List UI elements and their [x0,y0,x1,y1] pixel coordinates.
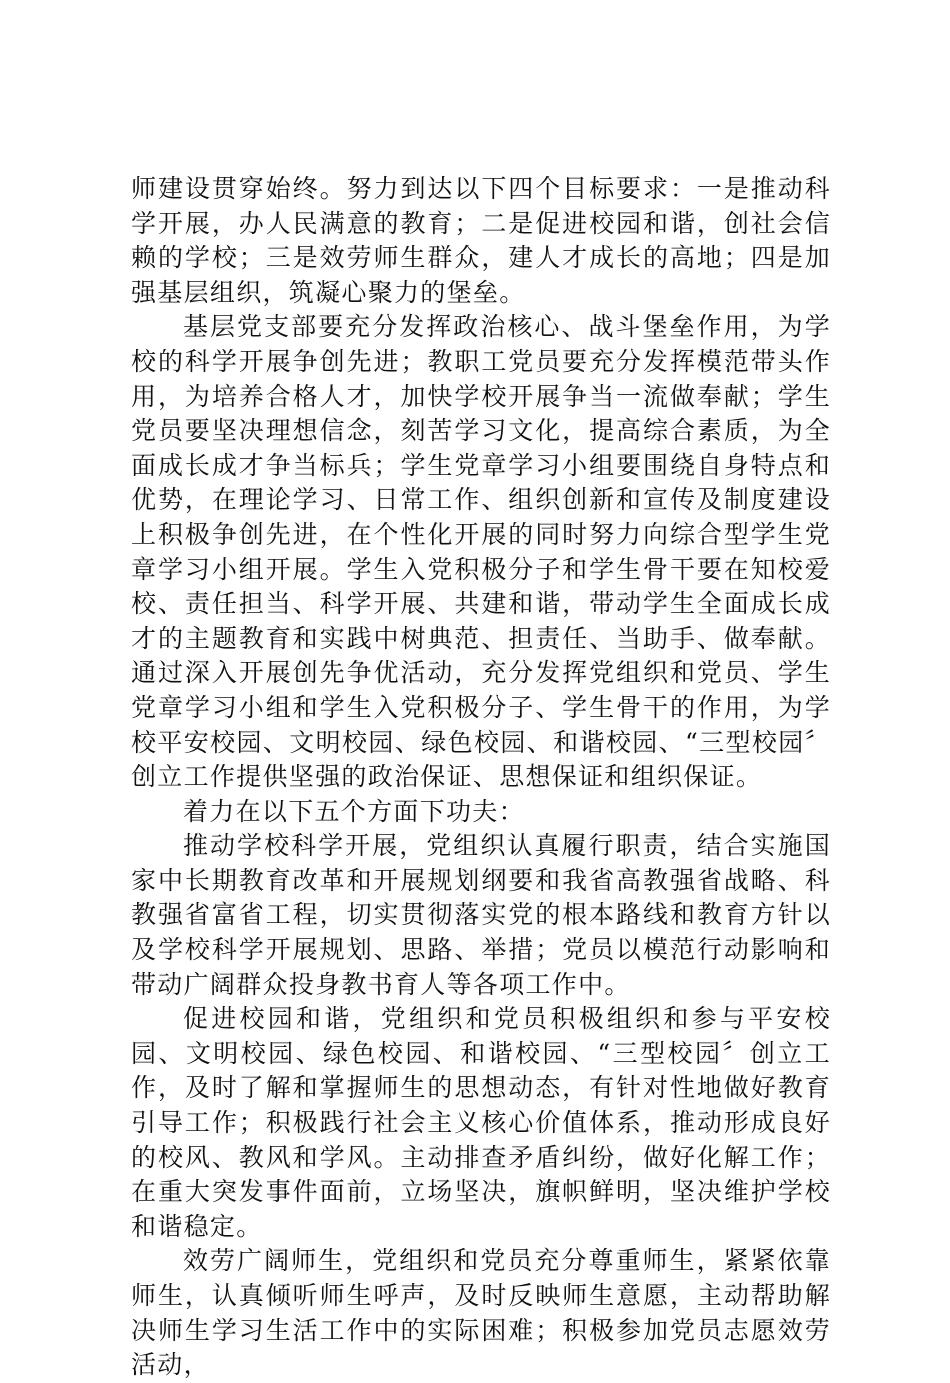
document-body [131,172,831,1383]
paragraph-campus-harmony: 促进校园和谐，党组织和党员积极组织和参与平安校园、文明校园、绿色校园、和谐校园、“三型校园〞创立工作，及时了解和掌握师生的思想动态，有针对性地做好教育引导工作；积极践行社会主义核心价值体系，推动形成良好的校风、教风和学风。主动排查矛盾纠纷，做好化解工作；在重大突发事件面前，立场坚决，旗帜鲜明，坚决维护学校和谐稳定。 [131,1004,831,1241]
paragraph-five-aspects-intro: 着力在以下五个方面下功夫： [183,796,525,826]
paragraph-serve-teachers-students: 效劳广阔师生，党组织和党员充分尊重师生，紧紧依靠师生，认真倾听师生呼声，及时反映师生意愿，主动帮助解决师生学习生活工作中的实际困难；积极参加党员志愿效劳活动， [131,1246,831,1380]
paragraph-goals: 师建设贯穿始终。努力到达以下四个目标要求：一是推动科学开展，办人民满意的教育；二是促进校园和谐，创社会信赖的学校；三是效劳师生群众，建人才成长的高地；四是加强基层组织，筑凝心聚力的堡垒。 [131,174,831,307]
paragraph-scientific-development: 推动学校科学开展，党组织认真履行职责，结合实施国家中长期教育改革和开展规划纲要和我省高教强省战略、科教强省富省工程，切实贯彻落实党的根本路线和教育方针以及学校科学开展规划、思路、举措；党员以模范行动影响和带动广阔群众投身教书育人等各项工作中。 [131,831,831,999]
paragraph-party-branch-roles: 基层党支部要充分发挥政治核心、战斗堡垒作用，为学校的科学开展争创先进；教职工党员要充分发挥模范带头作用，为培养合格人才，加快学校开展争当一流做奉献；学生党员要坚决理想信念，刻苦学习文化，提高综合素质，为全面成长成才争当标兵；学生党章学习小组要围绕自身特点和优势，在理论学习、日常工作、组织创新和宣传及制度建设上积极争创先进，在个性化开展的同时努力向综合型学生党章学习小组开展。学生入党积极分子和学生骨干要在知校爱校、责任担当、科学开展、共建和谐，带动学生全面成长成才的主题教育和实践中树典范、担责任、当助手、做奉献。通过深入开展创先争优活动，充分发挥党组织和党员、学生党章学习小组和学生入党积极分子、学生骨干的作用，为学校平安校园、文明校园、绿色校园、和谐校园、“三型校园〞创立工作提供坚强的政治保证、思想保证和组织保证。 [131,312,831,792]
